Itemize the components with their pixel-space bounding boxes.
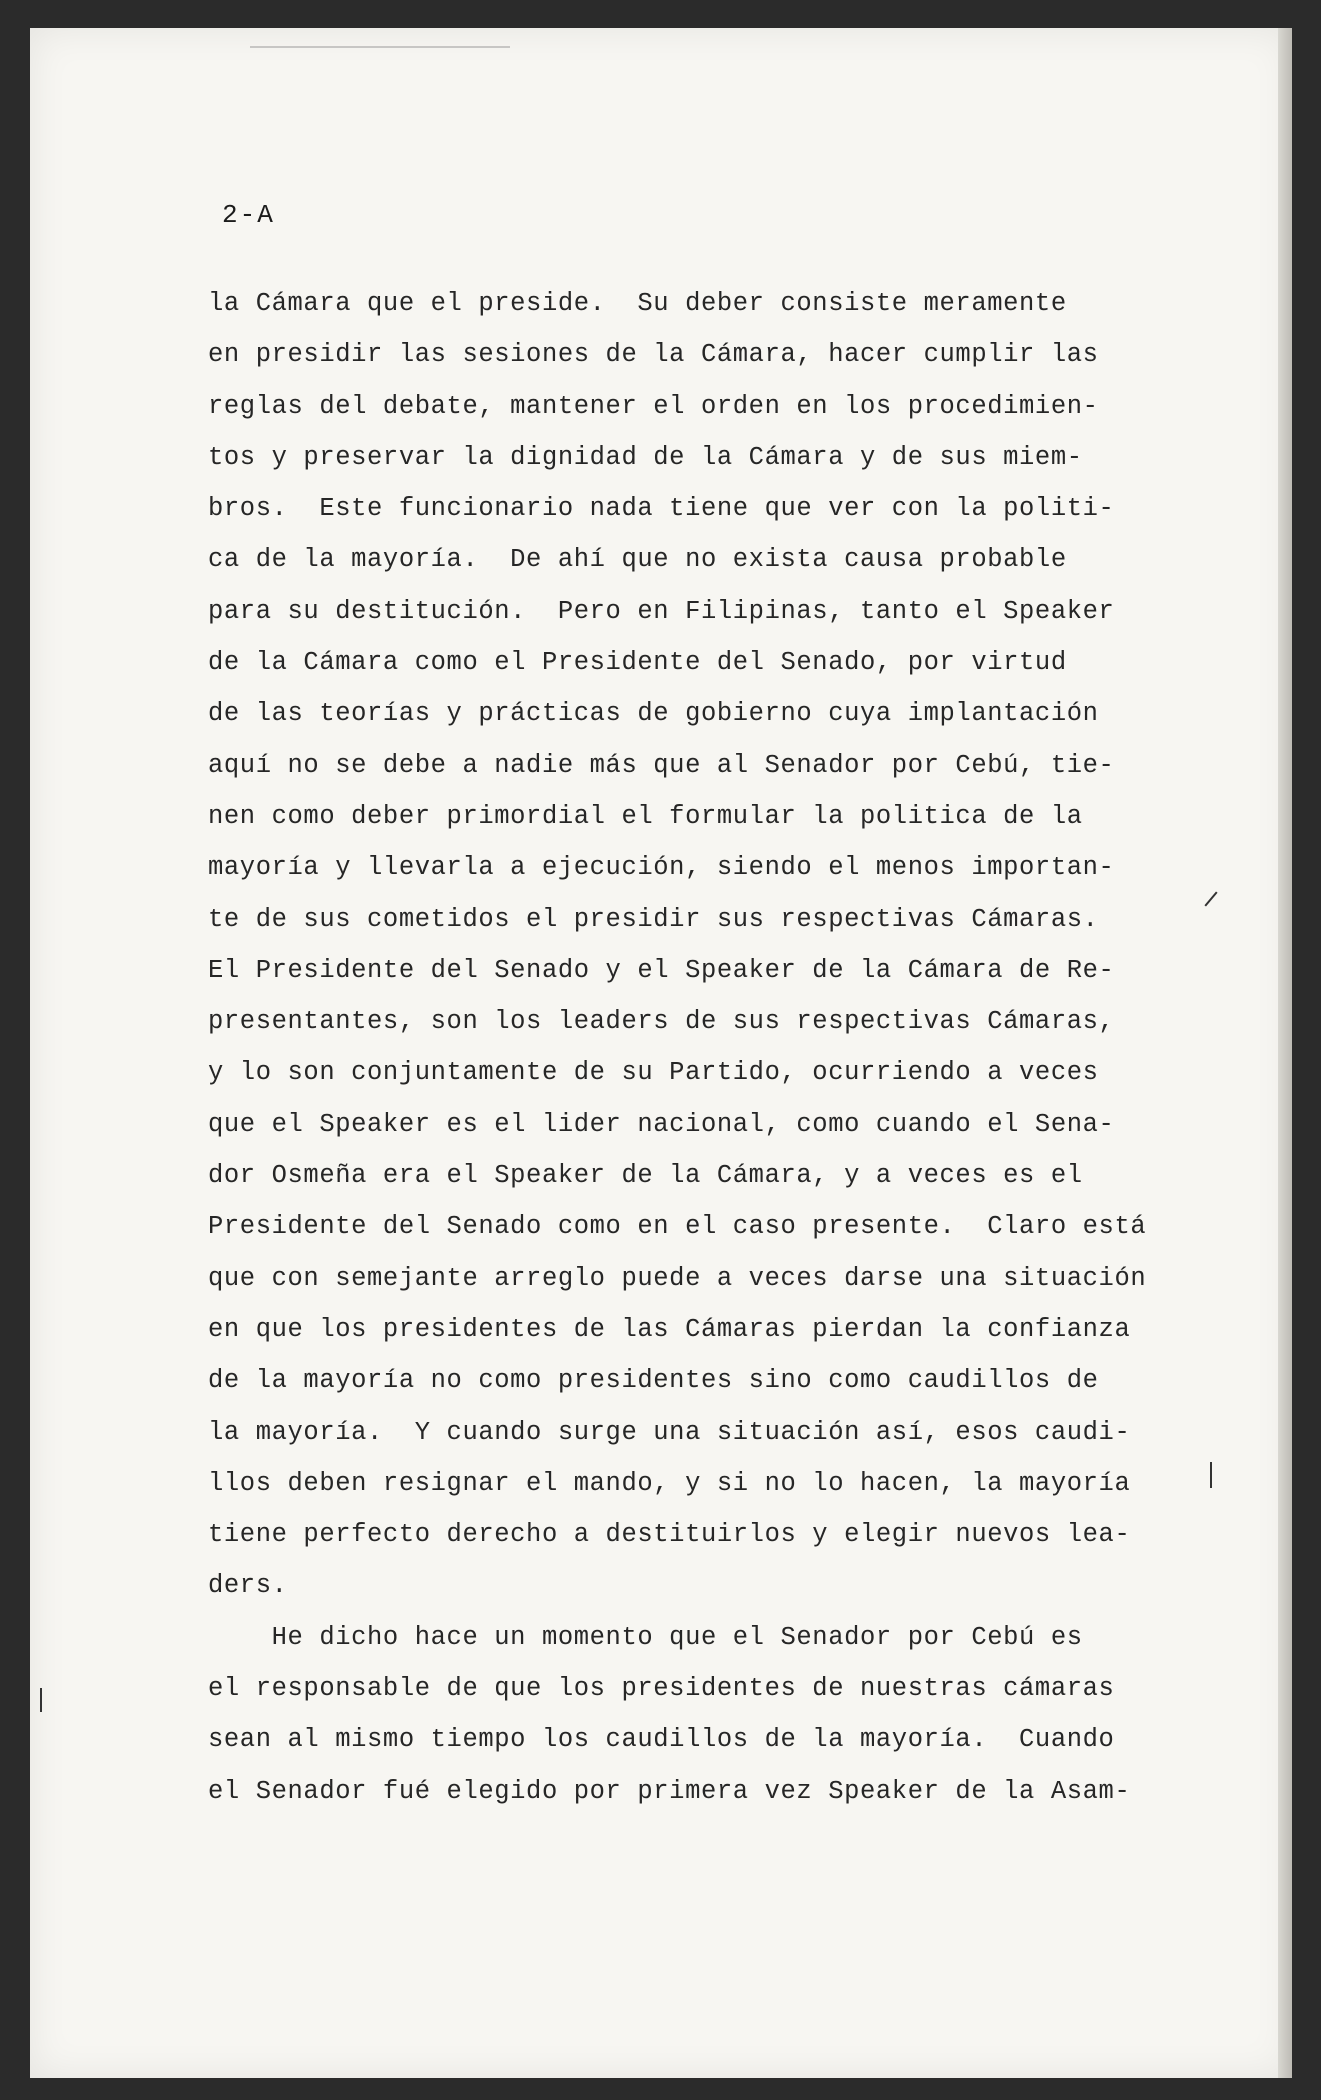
text-line: tiene perfecto derecho a destituirlos y elegir nuevos lea-: [208, 1520, 1131, 1550]
text-line: la Cámara que el preside. Su deber consiste meramente: [208, 289, 1067, 318]
text-line: para su destitución. Pero en Filipinas, tanto el Speaker: [208, 596, 1115, 626]
margin-bar-mark-left: [40, 1688, 42, 1712]
page-number: 2-A: [222, 200, 275, 230]
text-line: tos y preservar la dignidad de la Cámara y de sus miem-: [208, 442, 1083, 472]
text-line: aquí no se debe a nadie más que al Senador por Cebú, tie-: [208, 750, 1115, 780]
text-line: dor Osmeña era el Speaker de la Cámara, y a veces es el: [208, 1161, 1083, 1191]
text-line: sean al mismo tiempo los caudillos de la mayoría. Cuando: [208, 1725, 1115, 1755]
margin-tick-mark: [1204, 891, 1217, 906]
text-line: bros. Este funcionario nada tiene que ver con la politi-: [208, 494, 1115, 524]
text-line: que el Speaker es el lider nacional, como cuando el Sena-: [208, 1109, 1115, 1139]
text-line: nen como deber primordial el formular la politica de la: [208, 801, 1083, 831]
top-smudge: [250, 46, 510, 48]
text-line: y lo son conjuntamente de su Partido, ocurriendo a veces: [208, 1058, 1099, 1088]
text-line: en presidir las sesiones de la Cámara, hacer cumplir las: [208, 340, 1099, 370]
text-line: el responsable de que los presidentes de nuestras cámaras: [208, 1674, 1115, 1704]
text-line: te de sus cometidos el presidir sus respectivas Cámaras.: [208, 904, 1099, 934]
typed-body-text: [208, 278, 1168, 1817]
text-line: la mayoría. Y cuando surge una situación así, esos caudi-: [208, 1417, 1131, 1447]
text-line: Presidente del Senado como en el caso presente. Claro está: [208, 1212, 1147, 1242]
text-line: reglas del debate, mantener el orden en los procedimien-: [208, 391, 1099, 421]
text-line: el Senador fué elegido por primera vez Speaker de la Asam-: [208, 1776, 1131, 1806]
text-line: mayoría y llevarla a ejecución, siendo el menos importan-: [208, 853, 1115, 883]
text-line: El Presidente del Senado y el Speaker de la Cámara de Re-: [208, 955, 1115, 985]
text-line: presentantes, son los leaders de sus respectivas Cámaras,: [208, 1007, 1115, 1037]
text-line: en que los presidentes de las Cámaras pierdan la confianza: [208, 1314, 1131, 1344]
text-line: de las teorías y prácticas de gobierno cuya implantación: [208, 699, 1099, 729]
text-line: de la mayoría no como presidentes sino como caudillos de: [208, 1366, 1099, 1396]
text-line: llos deben resignar el mando, y si no lo hacen, la mayoría: [208, 1468, 1131, 1498]
page-edge: [1278, 28, 1292, 2078]
margin-bar-mark: [1210, 1462, 1212, 1488]
text-line: He dicho hace un momento que el Senador por Cebú es: [208, 1622, 1083, 1652]
text-line: ders.: [208, 1571, 288, 1601]
text-line: ca de la mayoría. De ahí que no exista causa probable: [208, 545, 1067, 575]
text-line: de la Cámara como el Presidente del Senado, por virtud: [208, 648, 1067, 678]
text-line: que con semejante arreglo puede a veces darse una situación: [208, 1263, 1147, 1293]
